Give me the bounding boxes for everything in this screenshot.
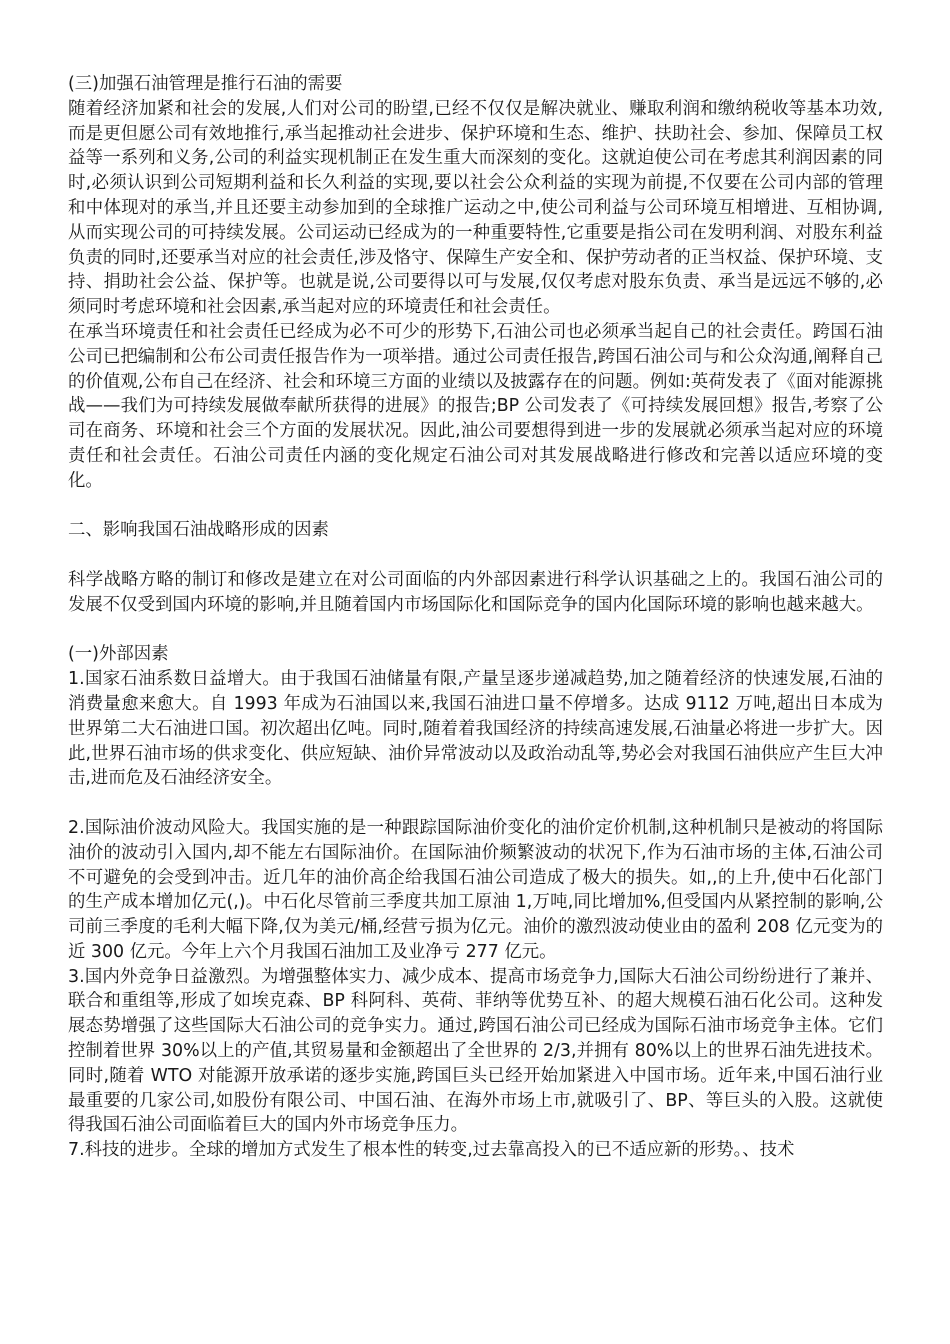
blank-line xyxy=(68,543,883,568)
paragraph-strategy-basis: 科学战略方略的制订和修改是建立在对公司面临的内外部因素进行科学认识基础之上的。我国石油公司的发展不仅受到国内环境的影响,并且随着国内市场国际化和国际竞争的国内化国际环境的影响也越来越大。 xyxy=(68,569,883,615)
paragraph-social-responsibility: 随着经济加紧和社会的发展,人们对公司的盼望,已经不仅仅是解决就业、赚取利润和缴纳税收等基本功效,而是更但愿公司有效地推行,承当起推动社会进步、保护环境和生态、维护、扶助社会、参加、保障员工权益等一系列和义务,公司的利益实现机制正在发生重大而深刻的变化。这就迫使公司在考虑其利润因素的同时,必须认识到公司短期利益和长久利益的实现,要以社会公众利益的实现为前提,不仅要在公司内部的管理和中体现对的承当,并且还要主动参加到的全球推广运动之中,使公司利益与公司环境互相增进、互相协调,从而实现公司的可持续发展。公司运动已经成为的一种重要特性,它重要是指公司在发明利润、对股东利益负责的同时,还要承当对应的社会责任,涉及恪守、保障生产安全和、保护劳动者的正当权益、保护环境、支持、捐助社会公益、保护等。也就是说,公司要得以可与发展,仅仅考虑对股东负责、承当是远远不够的,必须同时考虑环境和社会因素,承当起对应的环境责任和社会责任。 xyxy=(68,98,883,318)
section-heading-external-factors: (一)外部因素 xyxy=(68,644,169,665)
section-heading-strengthen-management: (三)加强石油管理是推行石油的需要 xyxy=(68,74,343,94)
blank-line xyxy=(68,618,883,643)
paragraph-responsibility-reports: 在承当环境责任和社会责任已经成为必不可少的形势下,石油公司也必须承当起自己的社会责任。跨国石油公司已把编制和公布公司责任报告作为一项举措。通过公司责任报告,跨国石油公司与和公众沟通,阐释自己的价值观,公布自己在经济、社会和环境三方面的业绩以及披露存在的问题。例如:英荷发表了《面对能源挑战——我们为可持续发展做奉献所获得的进展》的报告;BP 公司发表了《可持续发展回想》报告,考察了公司在商务、环境和社会三个方面的发展状况。因此,油公司要想得到进一步的发展就必须承当起对应的环境责任和社会责任。石油公司责任内涵的变化规定石油公司对其发展战略进行修改和完善以适应环境的变化。 xyxy=(68,321,883,491)
paragraph-item-1-import-dependency: 1.国家石油系数日益增大。由于我国石油储量有限,产量呈逐步递减趋势,加之随着经济的快速发展,石油的消费量愈来愈大。自 1993 年成为石油国以来,我国石油进口量不停增多。达成 9112 万吨,超出日本成为世界第二大石油进口国。初次超出亿吨。同时,随着着我国经济的持续高速发展,石油量必将进一步扩大。因此,世界石油市场的供求变化、供应短缺、油价异常波动以及政治动乱等,势必会对我国石油供应产生巨大冲击,进而危及石油经济安全。 xyxy=(68,669,883,789)
paragraph-item-7-technology: 7.科技的进步。全球的增加方式发生了根本性的转变,过去靠高投入的已不适应新的形势。、技术 xyxy=(68,1140,795,1161)
blank-line xyxy=(68,494,883,519)
paragraph-item-2-price-risk: 2.国际油价波动风险大。我国实施的是一种跟踪国际油价变化的油价定价机制,这种机制只是被动的将国际油价的波动引入国内,却不能左右国际油价。在国际油价频繁波动的状况下,作为石油市场的主体,石油公司不可避免的会受到冲击。近几年的油价高企给我国石油公司造成了极大的损失。如,,的上升,使中石化部门的生产成本增加亿元(,)。中石化尽管前三季度共加工原油 1,万吨,同比增加%,但受国内从紧控制的影响,公司前三季度的毛利大幅下降,仅为美元/桶,经营亏损为亿元。油价的激烈波动使业由的盈利 208 亿元变为的近 300 亿元。今年上六个月我国石油加工及业净亏 277 亿元。 xyxy=(68,817,883,962)
paragraph-item-3-competition: 3.国内外竞争日益激烈。为增强整体实力、减少成本、提高市场竞争力,国际大石油公司纷纷进行了兼并、联合和重组等,形成了如埃克森、BP 科阿科、英荷、菲纳等优势互补、的超大规模石油石化公司。这种发展态势增强了这些国际大石油公司的竞争实力。通过,跨国石油公司已经成为国际石油市场竞争主体。它们控制着世界 30%以上的产值,其贸易量和金额超出了全世界的 2/3,并拥有 80%以上的世界石油先进技术。同时,随着 WTO 对能源开放承诺的逐步实施,跨国巨头已经开始加紧进入中国市场。近年来,中国石油行业最重要的几家公司,如股份有限公司、中国石油、在海外市场上市,就吸引了、BP、等巨头的入股。这就使得我国石油公司面临着巨大的国内外市场竞争压力。 xyxy=(68,966,883,1136)
blank-line xyxy=(68,791,883,816)
document-page xyxy=(68,72,883,1163)
section-heading-influencing-factors: 二、影响我国石油战略形成的因素 xyxy=(68,520,329,541)
